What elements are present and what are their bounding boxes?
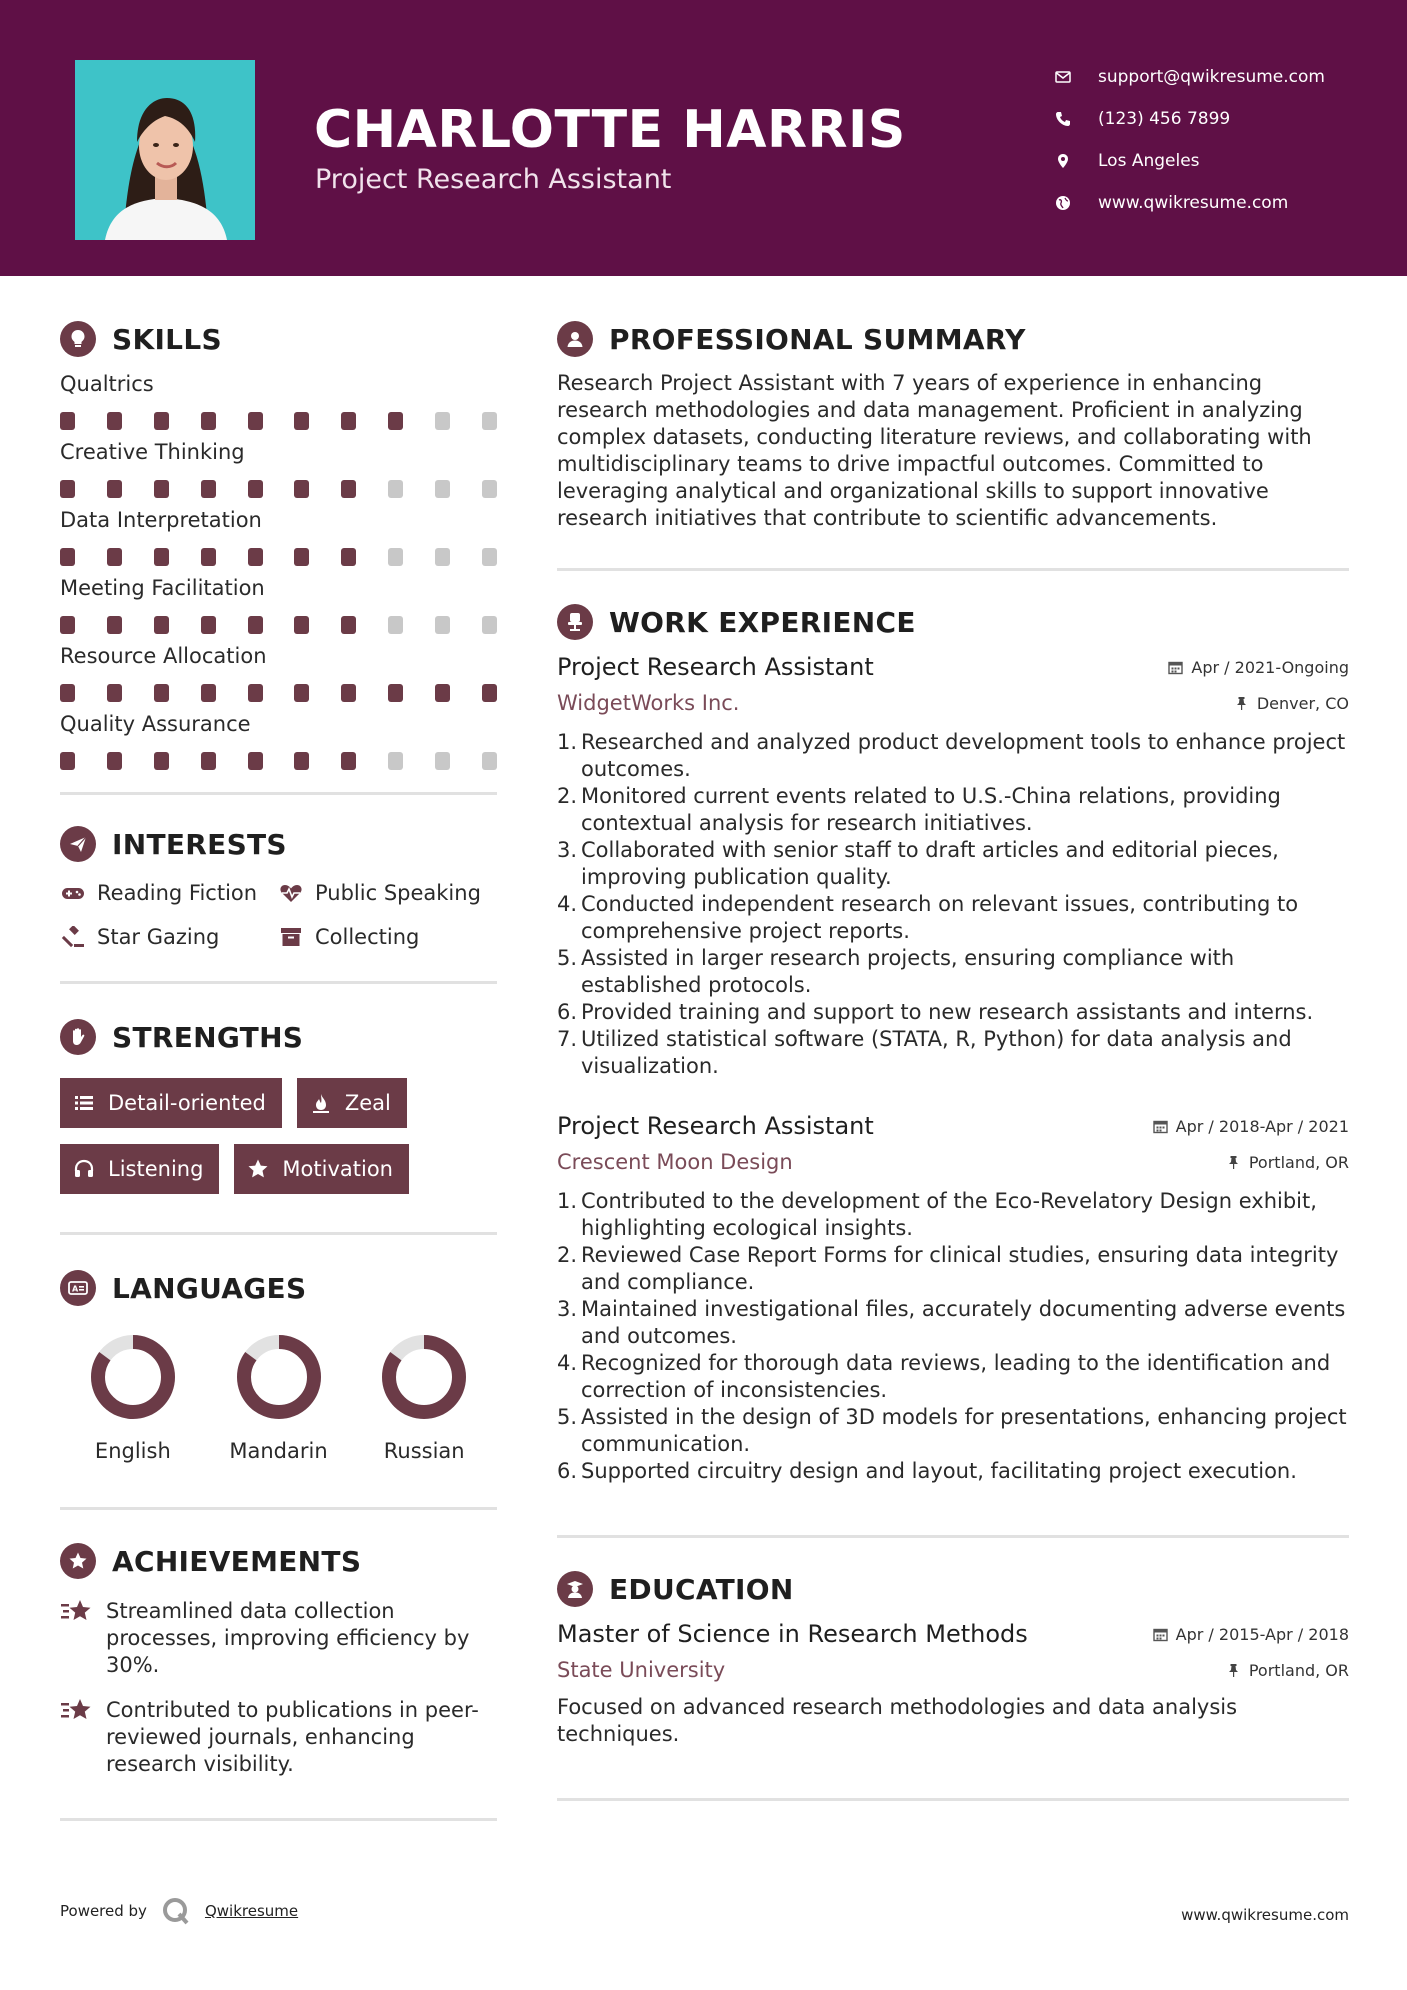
- achievement-item: Contributed to publications in peer-reviewed journals, enhancing research visibility.: [60, 1697, 497, 1778]
- school-name: State University: [557, 1658, 726, 1682]
- rating-dot: [388, 616, 403, 634]
- degree-title: Master of Science in Research Methods: [557, 1620, 1028, 1648]
- contact-website[interactable]: [1054, 182, 1384, 224]
- calendar-icon: [1153, 1627, 1168, 1642]
- rating-dot: [435, 752, 450, 770]
- contact-phone[interactable]: [1054, 98, 1384, 140]
- job-bullet: 3. Collaborated with senior staff to draft articles and editorial pieces, improving publication quality.: [557, 838, 1279, 889]
- summary-heading: PROFESSIONAL SUMMARY: [557, 316, 1349, 362]
- rating-dot: [482, 480, 497, 498]
- rating-dot: [294, 480, 309, 498]
- rating-dot: [294, 548, 309, 566]
- skill-name: Resource Allocation: [60, 644, 267, 668]
- gavel-icon: [60, 925, 86, 949]
- education-entry: [557, 1620, 1349, 1748]
- rating-dot: [248, 548, 263, 566]
- contact-website-text: www.qwikresume.com: [1098, 193, 1289, 213]
- interest-item: Public Speaking: [278, 881, 497, 905]
- job-entry: [557, 1112, 1349, 1485]
- skill-rating: [60, 616, 497, 634]
- rating-dot: [154, 616, 169, 634]
- rating-dot: [482, 752, 497, 770]
- rating-dot: [60, 752, 75, 770]
- rating-dot: [201, 684, 216, 702]
- skill-name: Creative Thinking: [60, 440, 245, 464]
- rating-dot: [201, 616, 216, 634]
- rating-dot: [388, 412, 403, 430]
- rating-dot: [341, 684, 356, 702]
- rating-dot: [248, 616, 263, 634]
- summary-text: Research Project Assistant with 7 years of experience in enhancing research methodologies and data management. Proficient in analyzing complex datasets, conducting literature reviews, and collaborating with multidisciplinary teams to drive impactful outcomes. Committed to leveraging analytical and organizational skills to support innovative research initiatives that contribute to scientific advancements.: [557, 371, 1312, 530]
- map-pin-icon: [1054, 152, 1072, 170]
- contact-location-text: Los Angeles: [1098, 151, 1200, 171]
- rating-dot: [482, 548, 497, 566]
- interest-item: Collecting: [278, 925, 497, 949]
- job-bullet: 2. Reviewed Case Report Forms for clinical studies, ensuring data integrity and compliance.: [557, 1243, 1339, 1294]
- rating-dot: [154, 548, 169, 566]
- rating-dot: [435, 616, 450, 634]
- strengths-list: [60, 1078, 497, 1194]
- education-date: Apr / 2015-Apr / 2018: [1153, 1625, 1349, 1644]
- pushpin-icon: [1226, 1663, 1241, 1678]
- interests-list: [60, 881, 497, 949]
- rating-dot: [248, 684, 263, 702]
- achievements-heading: ACHIEVEMENTS: [60, 1538, 497, 1584]
- rating-dot: [248, 412, 263, 430]
- language-ring: [89, 1333, 177, 1421]
- job-bullet: 5. Assisted in larger research projects, ensuring compliance with established protocols.: [557, 946, 1235, 997]
- rating-dot: [341, 480, 356, 498]
- candidate-title: Project Research Assistant: [315, 164, 672, 195]
- list-icon: [72, 1091, 96, 1115]
- divider: [60, 1818, 497, 1821]
- job-entry: [557, 653, 1349, 1080]
- divider: [60, 792, 497, 795]
- rating-dot: [60, 412, 75, 430]
- rating-dot: [107, 548, 122, 566]
- rating-dot: [435, 412, 450, 430]
- contact-email-text: support@qwikresume.com: [1098, 67, 1325, 87]
- rating-dot: [388, 684, 403, 702]
- footer-brand-link[interactable]: Qwikresume: [204, 1902, 299, 1920]
- pushpin-icon: [1226, 1155, 1241, 1170]
- rating-dot: [435, 548, 450, 566]
- divider: [557, 568, 1349, 571]
- skills-list: [60, 372, 497, 770]
- rating-dot: [388, 752, 403, 770]
- education-heading: EDUCATION: [557, 1566, 1349, 1612]
- job-title: Project Research Assistant: [557, 1112, 874, 1140]
- job-bullet: 3. Maintained investigational files, accurately documenting adverse events and outcomes.: [557, 1297, 1346, 1348]
- interest-item: Reading Fiction: [60, 881, 278, 905]
- right-column: [557, 316, 1349, 1801]
- job-bullet: 5. Assisted in the design of 3D models for presentations, enhancing project communication.: [557, 1405, 1347, 1456]
- job-bullets: [557, 729, 1349, 1080]
- rating-dot: [341, 752, 356, 770]
- globe-icon: [1054, 194, 1072, 212]
- gamepad-icon: [60, 881, 86, 905]
- heartbeat-icon: [278, 881, 304, 905]
- phone-icon: [1054, 110, 1072, 128]
- divider: [557, 1535, 1349, 1538]
- rating-dot: [60, 684, 75, 702]
- rating-dot: [154, 684, 169, 702]
- job-bullets: [557, 1188, 1349, 1485]
- rating-dot: [341, 616, 356, 634]
- divider: [557, 1798, 1349, 1801]
- rating-dot: [154, 480, 169, 498]
- graduate-icon: [557, 1571, 593, 1607]
- strength-tag: Zeal: [297, 1078, 407, 1128]
- strength-tag: Detail-oriented: [60, 1078, 282, 1128]
- rating-dot: [388, 480, 403, 498]
- fire-icon: [309, 1091, 333, 1115]
- rating-dot: [294, 616, 309, 634]
- interest-item: Star Gazing: [60, 925, 278, 949]
- profile-photo: [75, 60, 255, 240]
- rating-dot: [201, 480, 216, 498]
- candidate-name: CHARLOTTE HARRIS: [314, 100, 906, 160]
- rating-dot: [107, 752, 122, 770]
- job-bullet: 4. Recognized for thorough data reviews, leading to the identification and correction of inconsistencies.: [557, 1351, 1331, 1402]
- rating-dot: [107, 412, 122, 430]
- job-date: Apr / 2021-Ongoing: [1168, 658, 1349, 677]
- skill-name: Qualtrics: [60, 372, 154, 396]
- rating-dot: [107, 684, 122, 702]
- medal-star-icon: [60, 1543, 96, 1579]
- job-location: Denver, CO: [1234, 694, 1349, 713]
- contact-location: [1054, 140, 1384, 182]
- skill-rating: [60, 752, 497, 770]
- rating-dot: [435, 684, 450, 702]
- achievement-item: Streamlined data collection processes, improving efficiency by 30%.: [60, 1598, 497, 1679]
- headphones-icon: [72, 1157, 96, 1181]
- languages-list: [60, 1333, 497, 1463]
- envelope-icon: [1054, 68, 1072, 86]
- divider: [60, 981, 497, 984]
- education-description: Focused on advanced research methodologies and data analysis techniques.: [557, 1695, 1238, 1746]
- rating-dot: [154, 752, 169, 770]
- job-bullet: 6. Provided training and support to new research assistants and interns.: [557, 1000, 1314, 1024]
- language-ring: [380, 1333, 468, 1421]
- rating-dot: [201, 412, 216, 430]
- rating-dot: [248, 752, 263, 770]
- job-bullet: 1. Contributed to the development of the Eco-Revelatory Design exhibit, highlighting ecological insights.: [557, 1189, 1317, 1240]
- rating-dot: [388, 548, 403, 566]
- skill-name: Data Interpretation: [60, 508, 262, 532]
- rating-dot: [154, 412, 169, 430]
- rating-dot: [107, 616, 122, 634]
- skills-heading: SKILLS: [60, 316, 497, 362]
- job-date: Apr / 2018-Apr / 2021: [1153, 1117, 1349, 1136]
- company-name: Crescent Moon Design: [557, 1150, 793, 1174]
- strength-tag: Motivation: [234, 1144, 409, 1194]
- skill-rating: [60, 480, 497, 498]
- star-icon: [246, 1157, 270, 1181]
- star-list-icon: [60, 1598, 92, 1628]
- rating-dot: [201, 548, 216, 566]
- language-name: English: [94, 1439, 171, 1463]
- interests-heading: INTERESTS: [60, 821, 497, 867]
- skill-rating: [60, 412, 497, 430]
- divider: [60, 1232, 497, 1235]
- language-item: [351, 1333, 497, 1463]
- rating-dot: [60, 480, 75, 498]
- language-icon: [60, 1270, 96, 1306]
- language-item: [60, 1333, 206, 1463]
- lightbulb-icon: [60, 321, 96, 357]
- skill-name: Meeting Facilitation: [60, 576, 265, 600]
- resume-header: [0, 0, 1407, 276]
- raised-fist-icon: [60, 1019, 96, 1055]
- rating-dot: [482, 684, 497, 702]
- education-location: Portland, OR: [1226, 1661, 1349, 1680]
- rating-dot: [482, 616, 497, 634]
- rating-dot: [341, 548, 356, 566]
- rating-dot: [60, 616, 75, 634]
- rating-dot: [294, 752, 309, 770]
- qwikresume-logo-icon: [161, 1896, 191, 1926]
- footer-website[interactable]: www.qwikresume.com: [1181, 1906, 1349, 1924]
- strengths-heading: STRENGTHS: [60, 1014, 497, 1060]
- rating-dot: [294, 684, 309, 702]
- footer-powered-by: Powered by Qwikresume: [60, 1896, 298, 1926]
- calendar-icon: [1153, 1119, 1168, 1134]
- contact-phone-text: (123) 456 7899: [1098, 109, 1231, 129]
- rating-dot: [107, 480, 122, 498]
- job-title: Project Research Assistant: [557, 653, 874, 681]
- rating-dot: [435, 480, 450, 498]
- rating-dot: [341, 412, 356, 430]
- language-name: Mandarin: [229, 1439, 328, 1463]
- job-bullet: 4. Conducted independent research on relevant issues, contributing to comprehensive project reports.: [557, 892, 1299, 943]
- job-bullet: 2. Monitored current events related to U.S.-China relations, providing contextual analysis for research initiatives.: [557, 784, 1281, 835]
- skill-rating: [60, 684, 497, 702]
- company-name: WidgetWorks Inc.: [557, 691, 740, 715]
- divider: [60, 1507, 497, 1510]
- language-name: Russian: [383, 1439, 465, 1463]
- paper-plane-icon: [60, 826, 96, 862]
- language-item: [206, 1333, 352, 1463]
- left-column: [60, 316, 497, 1821]
- svg-text:A: A: [72, 1284, 79, 1294]
- contact-email[interactable]: [1054, 56, 1384, 98]
- rating-dot: [482, 412, 497, 430]
- rating-dot: [60, 548, 75, 566]
- pushpin-icon: [1234, 696, 1249, 711]
- user-icon: [557, 321, 593, 357]
- rating-dot: [201, 752, 216, 770]
- language-ring: [235, 1333, 323, 1421]
- skill-name: Quality Assurance: [60, 712, 251, 736]
- archive-icon: [278, 925, 304, 949]
- job-bullet: 1. Researched and analyzed product development tools to enhance project outcomes.: [557, 730, 1346, 781]
- rating-dot: [294, 412, 309, 430]
- star-list-icon: [60, 1697, 92, 1727]
- experience-heading: WORK EXPERIENCE: [557, 599, 1349, 645]
- strength-tag: Listening: [60, 1144, 219, 1194]
- skill-rating: [60, 548, 497, 566]
- rating-dot: [248, 480, 263, 498]
- office-chair-icon: [557, 604, 593, 640]
- job-bullet: 7. Utilized statistical software (STATA, R, Python) for data analysis and visualization.: [557, 1027, 1292, 1078]
- languages-heading: A LANGUAGES: [60, 1265, 497, 1311]
- job-location: Portland, OR: [1226, 1153, 1349, 1172]
- job-bullet: 6. Supported circuitry design and layout, facilitating project execution.: [557, 1459, 1297, 1483]
- calendar-icon: [1168, 660, 1183, 675]
- contact-list: [1054, 56, 1384, 224]
